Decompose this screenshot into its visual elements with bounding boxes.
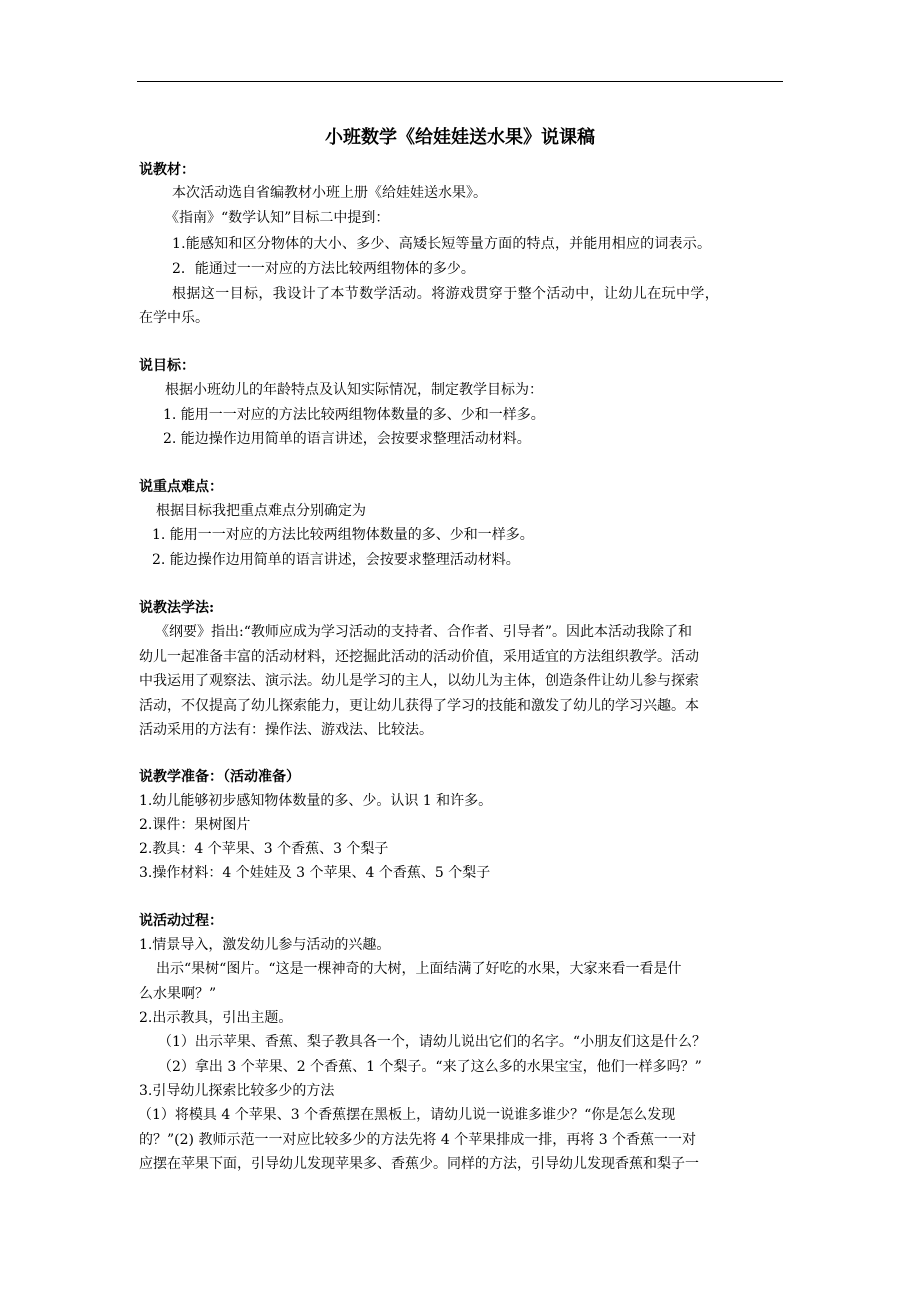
- paragraph-line: 本次活动选自省编教材小班上册《给娃娃送水果》。: [172, 185, 487, 201]
- section-heading-zhongdian: 说重点难点：: [139, 479, 223, 495]
- list-item: 2. 能边操作边用简单的语言讲述，会按要求整理活动材料。: [152, 552, 520, 568]
- paragraph-line: 应摆在苹果下面，引导幼儿发现苹果多、香蕉少。同样的方法，引导幼儿发现香蕉和梨子一: [139, 1156, 699, 1172]
- section-heading-zhunbei: 说教学准备：（活动准备）: [139, 769, 300, 785]
- paragraph-line: （1）将模具 4 个苹果、3 个香蕉摆在黑板上，请幼儿说一说谁多谁少？“你是怎么发现: [138, 1107, 676, 1123]
- section-heading-mubiao: 说目标：: [139, 358, 195, 374]
- paragraph-line: 2.出示教具，引出主题。: [139, 1010, 293, 1026]
- paragraph-line: 《纲要》指出:“教师应成为学习活动的支持者、合作者、引导者”。因此本活动我除了和: [155, 624, 693, 640]
- paragraph-line: 活动采用的方法有：操作法、游戏法、比较法。: [139, 722, 433, 738]
- paragraph-line: 3.引导幼儿探索比较多少的方法: [139, 1083, 335, 1099]
- section-heading-jiaocai: 说教材：: [139, 162, 195, 178]
- paragraph-line: 中我运用了观察法、演示法。幼儿是学习的主人，以幼儿为主体，创造条件让幼儿参与探索: [139, 673, 699, 689]
- list-item: 2.教具：4 个苹果、3 个香蕉、3 个梨子: [139, 841, 389, 857]
- paragraph-line: 幼儿一起准备丰富的活动材料，还挖掘此活动的活动价值，采用适宜的方法组织教学。活动: [139, 649, 699, 665]
- list-item: 1. 能用一一对应的方法比较两组物体数量的多、少和一样多。: [163, 407, 545, 423]
- paragraph-line: 么水果啊？”: [139, 986, 217, 1002]
- paragraph-line: 根据目标我把重点难点分别确定为: [156, 503, 366, 519]
- paragraph-line: 在学中乐。: [139, 310, 209, 326]
- list-item: 2. 能边操作边用简单的语言讲述，会按要求整理活动材料。: [163, 431, 531, 447]
- paragraph-line: 1.情景导入，激发幼儿参与活动的兴趣。: [139, 937, 391, 953]
- paragraph-line: （2）拿出 3 个苹果、2 个香蕉、1 个梨子。“来了这么多的水果宝宝，他们一样多吗？”: [158, 1059, 702, 1075]
- paragraph-line: 根据这一目标，我设计了本节数学活动。将游戏贯穿于整个活动中，让幼儿在玩中学，: [172, 286, 720, 302]
- page-title: 小班数学《给娃娃送水果》说课稿: [325, 127, 595, 148]
- paragraph-line: （1）出示苹果、香蕉、梨子教具各一个，请幼儿说出它们的名字。“小朋友们这是什么？: [158, 1034, 707, 1050]
- paragraph-line: 2．能通过一一对应的方法比较两组物体的多少。: [172, 261, 475, 277]
- list-item: 1.幼儿能够初步感知物体数量的多、少。认识 1 和许多。: [139, 793, 493, 809]
- paragraph-line: 《指南》“数学认知”目标二中提到：: [165, 210, 390, 226]
- paragraph-line: 活动，不仅提高了幼儿探索能力，更让幼儿获得了学习的技能和激发了幼儿的学习兴趣。本: [139, 698, 699, 714]
- paragraph-line: 出示“果树“图片。“这是一棵神奇的大树，上面结满了好吃的水果，大家来看一看是什: [156, 961, 682, 977]
- list-item: 3.操作材料：4 个娃娃及 3 个苹果、4 个香蕉、5 个梨子: [139, 865, 491, 881]
- header-rule: [137, 81, 783, 82]
- list-item: 1. 能用一一对应的方法比较两组物体数量的多、少和一样多。: [152, 527, 534, 543]
- section-heading-guocheng: 说活动过程：: [139, 913, 223, 929]
- list-item: 2.课件：果树图片: [139, 817, 251, 833]
- paragraph-line: 的？”(2) 教师示范一一对应比较多少的方法先将 4 个苹果排成一排，再将 3 个香蕉一一对: [139, 1132, 697, 1148]
- section-heading-jiaofa: 说教法学法:: [139, 600, 215, 616]
- paragraph-line: 1.能感知和区分物体的大小、多少、高矮长短等量方面的特点，并能用相应的词表示。: [172, 236, 712, 252]
- paragraph-line: 根据小班幼儿的年龄特点及认知实际情况，制定教学目标为：: [165, 382, 543, 398]
